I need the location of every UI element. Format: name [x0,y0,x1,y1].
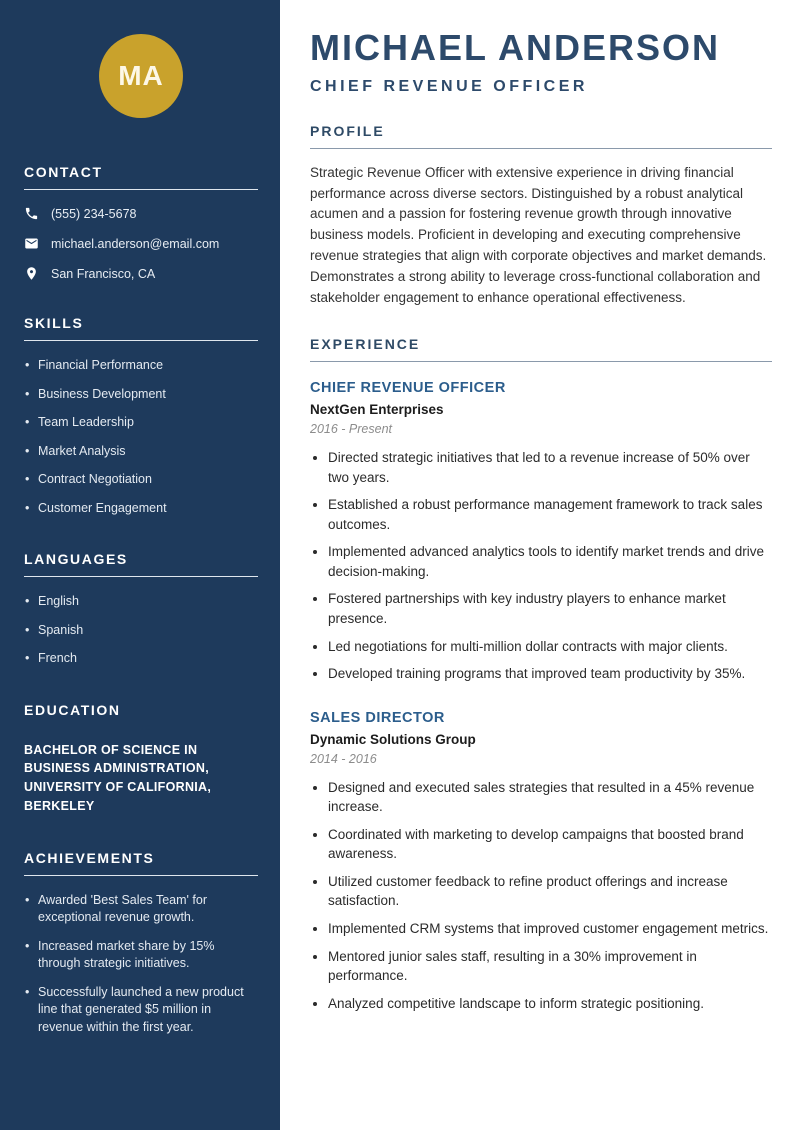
skill-item: • Financial Performance [24,357,258,375]
languages-section [24,551,258,668]
avatar [99,34,183,118]
experience-section [310,336,772,1013]
job-company: Dynamic Solutions Group [310,731,476,747]
language-item: • Spanish [24,622,258,640]
contact-email-text: michael.anderson@email.com [51,236,220,251]
job-bullet: • Implemented CRM systems that improved customer engagement metrics. [328,919,772,939]
skill-item: • Contract Negotiation [24,471,258,489]
job-position-title: CHIEF REVENUE OFFICER [310,380,506,397]
languages-heading: LANGUAGES [24,551,258,577]
job-bullet-list [310,448,772,684]
job-bullet: • Analyzed competitive landscape to inform strategic positioning. [328,994,772,1014]
experience-heading: EXPERIENCE [310,336,772,362]
skill-item: • Customer Engagement [24,500,258,518]
education-section [24,702,258,816]
education-degree: BACHELOR OF SCIENCE IN BUSINESS ADMINISTRATION, UNIVERSITY OF CALIFORNIA, BERKELEY [24,742,212,813]
experience-job-2 [310,710,772,1014]
language-item: • English [24,593,258,611]
job-bullet: • Implemented advanced analytics tools to identify market trends and drive decision-making. [328,542,772,581]
phone-icon [24,206,39,221]
job-bullet: • Directed strategic initiatives that led to a revenue increase of 50% over two years. [328,448,772,487]
page-title-name: MICHAEL ANDERSON [310,27,721,68]
achievements-section [24,850,258,1037]
job-dates: 2014 - 2016 [310,751,377,766]
sidebar [0,0,280,1130]
job-bullet-list [310,778,772,1014]
language-item: • French [24,650,258,668]
job-dates: 2016 - Present [310,422,392,437]
contact-section [24,164,258,281]
job-position-title: SALES DIRECTOR [310,709,445,726]
contact-heading: CONTACT [24,164,258,190]
skills-section [24,315,258,517]
job-title-subtitle: CHIEF REVENUE OFFICER [310,77,588,95]
achievement-item: • Successfully launched a new product line that generated $5 million in revenue within the first year. [24,984,258,1037]
job-bullet: • Mentored junior sales staff, resulting in a 30% improvement in performance. [328,947,772,986]
achievements-list [24,892,258,1037]
job-bullet: • Utilized customer feedback to refine product offerings and increase satisfaction. [328,872,772,911]
achievements-heading: ACHIEVEMENTS [24,850,258,876]
skill-item: • Team Leadership [24,414,258,432]
job-bullet: • Developed training programs that improved team productivity by 35%. [328,664,772,684]
skills-heading: SKILLS [24,315,258,341]
contact-item-phone [24,206,258,221]
main-content [280,0,800,1130]
email-icon [24,236,39,251]
contact-phone-text: (555) 234-5678 [51,206,137,221]
languages-list [24,593,258,668]
contact-location-text: San Francisco, CA [51,266,156,281]
job-bullet: • Fostered partnerships with key industry players to enhance market presence. [328,589,772,628]
achievement-item: • Increased market share by 15% through strategic initiatives. [24,938,258,973]
contact-item-email [24,236,258,251]
job-bullet: • Coordinated with marketing to develop campaigns that boosted brand awareness. [328,825,772,864]
skill-item: • Market Analysis [24,443,258,461]
avatar-initials: MA [118,60,164,91]
job-bullet: • Established a robust performance management framework to track sales outcomes. [328,495,772,534]
job-bullet: • Designed and executed sales strategies that resulted in a 45% revenue increase. [328,778,772,817]
skills-list [24,357,258,517]
location-icon [24,266,39,281]
profile-heading: PROFILE [310,123,772,149]
experience-job-1 [310,380,772,684]
achievement-item: • Awarded 'Best Sales Team' for exceptional revenue growth. [24,892,258,927]
contact-item-location [24,266,258,281]
profile-text: Strategic Revenue Officer with extensive experience in driving financial performance across diverse sectors. Distinguished by a robust analytical acumen and a passion for fostering revenue growth through innovative business models. Proficient in developing and executing comprehensive revenue strategies that align with corporate objectives and market demands. Demonstrates a strong ability to leverage cross-functional collaboration and stakeholder engagement to enhance operational effectiveness. [310,164,767,306]
job-company: NextGen Enterprises [310,402,444,418]
profile-section [310,123,772,309]
education-heading: EDUCATION [24,701,121,718]
job-bullet: • Led negotiations for multi-million dollar contracts with major clients. [328,637,772,657]
skill-item: • Business Development [24,386,258,404]
